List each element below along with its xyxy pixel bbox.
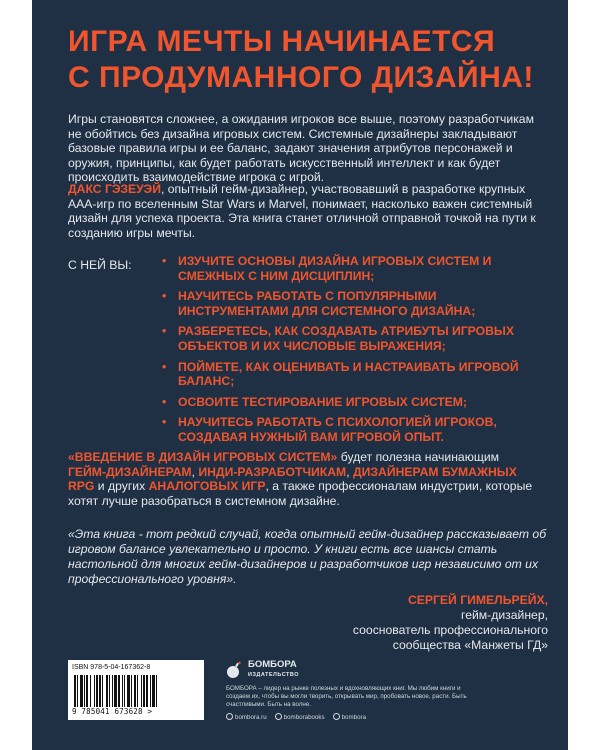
benefit-item: • НАУЧИТЕСЬ РАБОТАТЬ С ПОПУЛЯРНЫМИ ИНСТРУМЕНТАМИ ДЛЯ СИСТЕМНОГО ДИЗАЙНА; — [162, 289, 476, 318]
barcode-icon — [72, 675, 200, 707]
globe-icon — [226, 713, 233, 720]
bullet-icon: • — [162, 394, 167, 409]
publisher-links — [226, 713, 556, 721]
publisher-subtitle: ИЗДАТЕЛЬСТВО — [248, 672, 300, 678]
quote-author-name: СЕРГЕЙ ГИМЕЛЬРЕЙХ, — [407, 593, 548, 607]
intro-paragraph: Игры становятся сложнее, а ожидания игроков все выше, поэтому разработчикам не обойтись без дизайна игровых систем. Системные дизайнеры закладывают базовые правила игры и ее баланс, задают значения атрибутов персонажей и оружия, принципы, как будет работать искусственный интеллект и как будет происходить взаимодействие игрока с игрой. — [68, 112, 534, 185]
book-back-cover — [32, 0, 568, 750]
barcode-bar — [156, 675, 157, 707]
vk-icon — [275, 713, 282, 720]
barcode-bar — [99, 675, 101, 707]
barcode-bar — [74, 675, 76, 707]
telegram-link[interactable]: bombora — [333, 713, 366, 721]
bomb-logo-icon — [226, 661, 242, 679]
barcode-bar — [84, 675, 85, 707]
barcode-bar — [152, 675, 155, 707]
benefit-item: • ПОЙМЕТЕ, КАК ОЦЕНИВАТЬ И НАСТРАИВАТЬ ИГРОВОЙ БАЛАНС; — [162, 359, 519, 389]
bullet-icon: • — [162, 254, 167, 268]
barcode-bar — [118, 675, 120, 707]
quote-author-role: сообщества «Манжеты ГД» — [392, 638, 548, 652]
quote-author-role: гейм-дизайнер, — [461, 608, 548, 622]
barcode-bar — [127, 675, 130, 707]
barcode-bar — [134, 675, 136, 707]
publisher-logo — [226, 660, 556, 680]
barcode-bar — [102, 675, 103, 707]
barcode-block — [68, 660, 204, 720]
publisher-description: БОМБОРА – лидер на рынке полезных и вдохновляющих книг. Мы любим книги и создаем их, чтобы вы могли творить, открывать мир, пробовать новое, расти. Быть счастливыми. Быть на волне. — [226, 685, 467, 708]
author-description: , опытный гейм-дизайнер, участвовавший в разработке крупных AAA-игр по вселенным Star Wars и Marvel, понимает, насколько важен системный дизайн для успеха проекта. Эта книга станет отличной отправной точкой на пути к созданию игры мечты. — [68, 182, 536, 240]
audience-paragraph: «ВВЕДЕНИЕ В ДИЗАЙН ИГРОВЫХ СИСТЕМ» будет полезна начинающим ГЕЙМ-ДИЗАЙНЕРАМ, ИНДИ-РАЗРАБОТЧИКАМ, ДИЗАЙНЕРАМ БУМАЖНЫХ RPG и других АНАЛОГОВЫХ ИГР, а также профессионалам индустрии, которые хотят лучше разобраться в системном дизайне. — [68, 450, 533, 508]
benefit-item: • РАЗБЕРЕТЕСЬ, КАК СОЗДАВАТЬ АТРИБУТЫ ИГРОВЫХ ОБЪЕКТОВ И ИХ ЧИСЛОВЫЕ ВЫРАЖЕНИЯ; — [162, 324, 514, 353]
barcode-bar — [122, 675, 123, 707]
barcode-bar — [90, 675, 91, 707]
barcode-bar — [150, 675, 151, 707]
isbn-number: ISBN 978-5-04-167362-8 — [72, 664, 151, 671]
barcode-bar — [114, 675, 117, 707]
barcode-bar — [94, 675, 95, 707]
author-paragraph — [68, 182, 538, 240]
benefit-item: • ОСВОИТЕ ТЕСТИРОВАНИЕ ИГРОВЫХ СИСТЕМ; — [162, 394, 467, 409]
barcode-bar — [124, 675, 125, 707]
vk-link[interactable]: bomborabooks — [275, 713, 325, 721]
barcode-bar — [106, 675, 108, 707]
barcode-bar — [143, 675, 145, 707]
benefits-list — [162, 254, 542, 451]
barcode-bar — [141, 675, 142, 707]
barcode-bar — [137, 675, 138, 707]
barcode-digits: 9 785041 673628 > — [72, 707, 153, 716]
with-you-label: С НЕЙ ВЫ: — [68, 258, 132, 272]
quote-attribution — [228, 593, 548, 653]
quote-author-role: сооснователь профессионального — [352, 623, 548, 637]
bullet-icon: • — [162, 289, 167, 304]
bullet-icon: • — [162, 415, 167, 430]
barcode-bar — [77, 675, 78, 707]
barcode-bar — [146, 675, 148, 707]
headline — [68, 24, 548, 96]
barcode-bar — [112, 675, 113, 707]
bullet-icon: • — [162, 359, 167, 374]
barcode-bar — [109, 675, 110, 707]
publisher-block — [226, 660, 556, 721]
headline-line-1: ИГРА МЕЧТЫ НАЧИНАЕТСЯ — [68, 25, 496, 58]
book-title-mention: «ВВЕДЕНИЕ В ДИЗАЙН ИГРОВЫХ СИСТЕМ» — [68, 450, 338, 464]
bullet-icon: • — [162, 324, 167, 339]
review-quote: «Эта книга - тот редкий случай, когда опытный гейм-дизайнер рассказывает об игровом балансе увлекательно и просто. У книги есть все шансы стать настольной для многих гейм-дизайнеров и разработчиков игр независимо от их профессионального уровня». — [68, 527, 547, 586]
barcode-bar — [96, 675, 98, 707]
barcode-bar — [86, 675, 88, 707]
publisher-name: БОМБОРА — [248, 659, 297, 670]
benefit-item: • ИЗУЧИТЕ ОСНОВЫ ДИЗАЙНА ИГРОВЫХ СИСТЕМ И СМЕЖНЫХ С НИМ ДИСЦИПЛИН; — [162, 254, 492, 283]
telegram-icon — [333, 713, 340, 720]
benefit-item: • НАУЧИТЕСЬ РАБОТАТЬ С ПСИХОЛОГИЕЙ ИГРОКОВ, СОЗДАВАЯ НУЖНЫЙ ВАМ ИГРОВОЙ ОПЫТ. — [162, 415, 497, 444]
barcode-bar — [131, 675, 132, 707]
headline-line-2: С ПРОДУМАННОГО ДИЗАЙНА! — [68, 61, 534, 94]
author-name: ДАКС ГЭЗЕУЭЙ — [68, 182, 161, 196]
barcode-bar — [80, 675, 83, 707]
website-link[interactable]: bombora.ru — [226, 713, 267, 721]
